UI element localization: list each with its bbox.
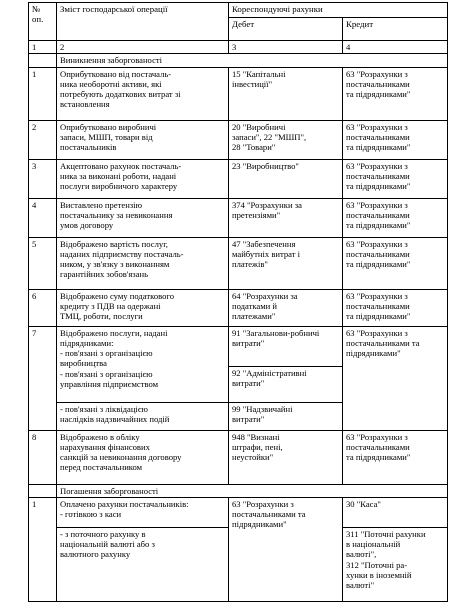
row-debit: 92 "Адміністративні витрати" xyxy=(229,366,343,402)
row-num: 6 xyxy=(29,289,57,326)
header-debit: Дебет xyxy=(229,18,343,41)
row-num: 1 xyxy=(29,497,57,601)
row-num: 5 xyxy=(29,237,57,289)
row-description: Відображено послуги, надані підрядниками: - пов'язані з організацією виробництва - пов'язані з організацією управління підприємством xyxy=(57,326,229,402)
row-description: Оплачено рахунки постачальників: - готівкою з каси xyxy=(57,497,229,527)
table-row xyxy=(29,120,448,159)
row-description: Відображено вартість послуг, наданих підприємству постачаль- ником, у зв'язку з виконанням гарантійних зобов'язань xyxy=(57,237,229,289)
table-row xyxy=(29,326,448,366)
header-num: № оп. xyxy=(29,3,57,41)
row-description: Виставлено претензію постачальнику за невиконання умов договору xyxy=(57,198,229,237)
table-row xyxy=(29,289,448,326)
row-credit: 30 "Каса" xyxy=(343,497,448,527)
row-description: - з поточного рахунку в національній валюті або з валютного рахунку xyxy=(57,527,229,601)
row-description: Оприбутковано виробничі запаси, МШП, товари від постачальників xyxy=(57,120,229,159)
row-description: Відображено суму податкового кредиту з ПДВ на одержані ТМЦ, роботи, послуги xyxy=(57,289,229,326)
table-row xyxy=(29,198,448,237)
section-title-repayment: Погашення заборгованості xyxy=(57,484,448,497)
row-num: 7 xyxy=(29,326,57,430)
header-content: Зміст господарської операції xyxy=(57,3,229,41)
header-credit: Кредит xyxy=(343,18,448,41)
row-credit: 63 "Розрахунки з постачальниками та підрядниками" xyxy=(343,430,448,484)
row-description: Відображено в обліку нарахування фінансових санкцій за невиконання договору перед постачальником xyxy=(57,430,229,484)
row-credit: 63 "Розрахунки з постачальниками та підрядниками" xyxy=(343,237,448,289)
table-row xyxy=(29,497,448,527)
section-title-origination: Виникнення заборгованості xyxy=(57,54,448,67)
row-debit: 91 "Загальнови-робничі витрати" xyxy=(229,326,343,366)
row-credit: 63 "Розрахунки з постачальниками та підрядниками" xyxy=(343,326,448,430)
table-row xyxy=(29,159,448,198)
row-num: 1 xyxy=(29,67,57,120)
row-description: Акцептовано рахунок постачаль- ника за виконані роботи, надані послуги виробничого характеру xyxy=(57,159,229,198)
row-credit: 63 "Розрахунки з постачальниками та підрядниками" xyxy=(343,289,448,326)
row-debit: 15 "Капітальні інвестиції" xyxy=(229,67,343,120)
accounting-entries-table xyxy=(28,2,447,598)
row-num: 4 xyxy=(29,198,57,237)
row-credit: 63 "Розрахунки з постачальниками та підрядниками" xyxy=(343,198,448,237)
row-num: 8 xyxy=(29,430,57,484)
index-cell: 4 xyxy=(343,41,448,54)
header-corresponding-accounts: Кореспондуючі рахунки xyxy=(229,3,448,18)
row-debit: 23 "Виробництво" xyxy=(229,159,343,198)
row-debit: 948 "Визнані штрафи, пені, неустойки" xyxy=(229,430,343,484)
index-cell: 3 xyxy=(229,41,343,54)
table-row xyxy=(29,67,448,120)
row-credit: 311 "Поточні рахунки в національній валюті", 312 "Поточні ра- хунки в іноземній валюті" xyxy=(343,527,448,601)
row-num: 2 xyxy=(29,120,57,159)
row-debit: 99 "Надзвичайні витрати" xyxy=(229,402,343,430)
row-credit: 63 "Розрахунки з постачальниками та підрядниками" xyxy=(343,120,448,159)
row-debit: 374 "Розрахунки за претензіями" xyxy=(229,198,343,237)
row-description: Оприбутковано від постачаль- ника необоротні активи, які потребують додаткових витрат зі встановлення xyxy=(57,67,229,120)
index-cell: 1 xyxy=(29,41,57,54)
row-debit: 64 "Розрахунки за податками й платежами" xyxy=(229,289,343,326)
row-debit: 47 "Забезпечення майбутніх витрат і платежів" xyxy=(229,237,343,289)
row-num: 3 xyxy=(29,159,57,198)
row-credit: 63 "Розрахунки з постачальниками та підрядниками" xyxy=(343,159,448,198)
row-debit: 20 "Виробничі запаси", 22 "МШП", 28 "Товари" xyxy=(229,120,343,159)
row-debit: 63 "Розрахунки з постачальниками та підрядниками" xyxy=(229,497,343,601)
table-row xyxy=(29,237,448,289)
index-cell: 2 xyxy=(57,41,229,54)
table-row xyxy=(29,430,448,484)
row-credit: 63 "Розрахунки з постачальниками та підрядниками" xyxy=(343,67,448,120)
row-description: - пов'язані з ліквідацією наслідків надзвичайних подій xyxy=(57,402,229,430)
